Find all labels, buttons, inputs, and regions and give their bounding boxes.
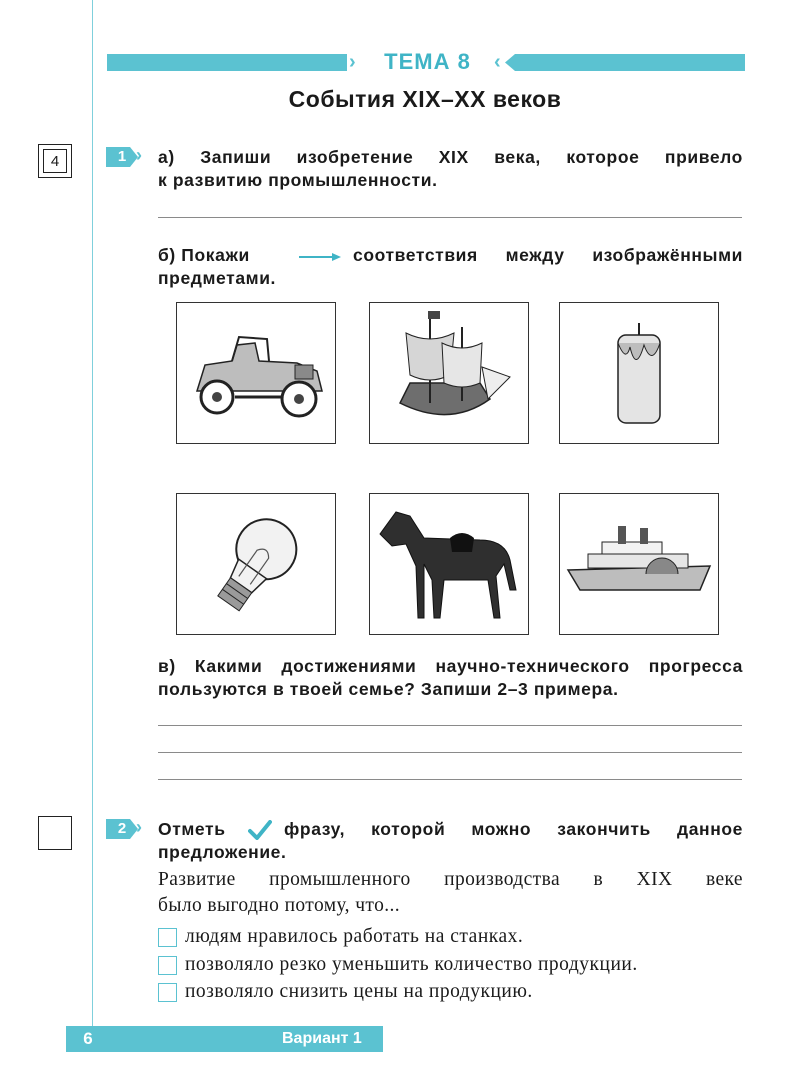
task2-instruction: Отметь фразу, которой можно закончить данное предложение. — [158, 819, 743, 862]
light-bulb-icon — [177, 494, 335, 634]
sailing-ship-icon — [370, 303, 528, 443]
page-number: 6 — [66, 1026, 110, 1052]
chevron-right-icon: › — [349, 51, 356, 73]
option-label: позволяло снизить цены на продукцию. — [185, 981, 533, 1002]
candle-icon — [560, 303, 718, 443]
option-label: людям нравилось работать на станках. — [185, 926, 524, 947]
old-car-icon — [177, 303, 335, 443]
checkmark-icon — [248, 820, 272, 840]
light-bulb-image[interactable] — [176, 493, 336, 635]
header-band-left — [107, 54, 347, 71]
task2-stem: Развитие промышленного производства в XIX веке было выгодно потому, что... — [158, 869, 743, 916]
option-checkbox[interactable] — [158, 928, 177, 947]
task1a-line1: а) Запиши изобретение XIX века, которое привело — [158, 147, 743, 167]
old-car-image[interactable] — [176, 302, 336, 444]
topic-label: ТЕМА 8 — [384, 49, 471, 74]
answer-line-1a[interactable] — [158, 217, 742, 218]
chevron-left-icon: ‹ — [494, 51, 501, 73]
header-band-right — [505, 54, 745, 71]
option-2[interactable] — [158, 954, 638, 976]
score-value: 4 — [43, 149, 67, 173]
option-1[interactable] — [158, 926, 523, 948]
option-checkbox[interactable] — [158, 956, 177, 975]
task1c-question: в) Какими достижениями научно-технического прогресса пользуются в твоей семье? Запиши 2–3 примера. — [158, 656, 743, 699]
task1b-instruction: б) Покажи соответствия между изображёнными предметами. — [158, 245, 743, 288]
task1a-question — [158, 146, 743, 192]
arrow-right-icon — [299, 252, 341, 262]
task-number-1: 1 › — [106, 147, 150, 167]
score-box-task1 — [38, 144, 72, 178]
answer-line-1c-2[interactable] — [158, 752, 742, 753]
answer-line-1c-3[interactable] — [158, 779, 742, 780]
option-label: позволяло резко уменьшить количество продукции. — [185, 954, 638, 975]
answer-line-1c-1[interactable] — [158, 725, 742, 726]
margin-line — [92, 0, 93, 1040]
score-box-task2[interactable] — [38, 816, 72, 850]
page-title: События XIX–XX веков — [288, 86, 562, 112]
task1a-line2: к развитию промышленности. — [158, 170, 438, 190]
variant-label: Вариант 1 — [110, 1026, 383, 1052]
steamboat-image[interactable] — [559, 493, 719, 635]
horse-image[interactable] — [369, 493, 529, 635]
option-3[interactable] — [158, 981, 533, 1003]
sailing-ship-image[interactable] — [369, 302, 529, 444]
steamboat-icon — [560, 494, 718, 634]
option-checkbox[interactable] — [158, 983, 177, 1002]
horse-icon — [370, 494, 528, 634]
task-number-2: 2 › — [106, 819, 150, 839]
candle-image[interactable] — [559, 302, 719, 444]
